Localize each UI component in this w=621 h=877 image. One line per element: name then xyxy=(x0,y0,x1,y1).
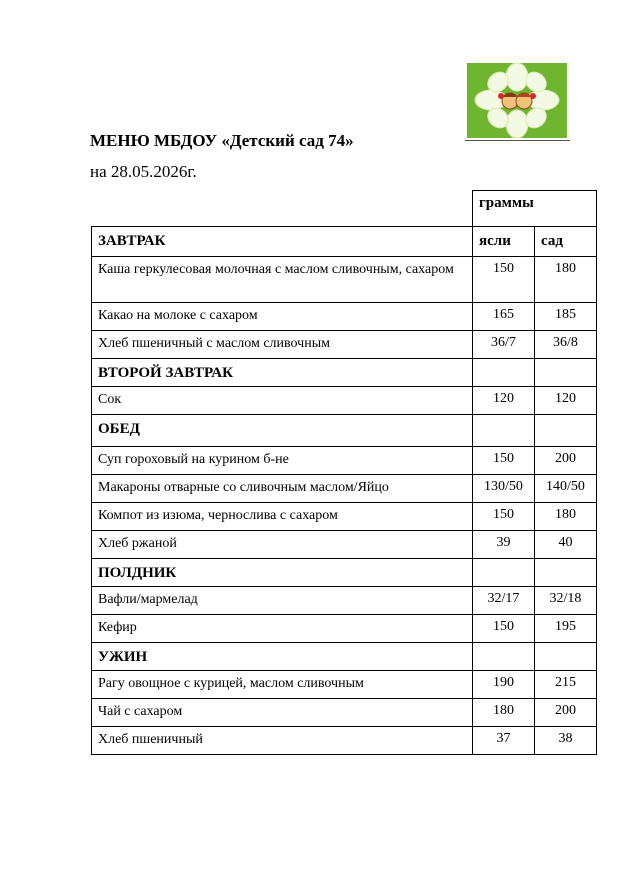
garden-grams: 200 xyxy=(535,699,597,727)
empty-cell xyxy=(92,191,473,227)
dish-name: Хлеб пшеничный xyxy=(92,727,473,755)
garden-grams: 120 xyxy=(535,387,597,415)
section-row-second-breakfast xyxy=(92,359,597,387)
garden-grams: 40 xyxy=(535,531,597,559)
table-row xyxy=(92,387,597,415)
nursery-grams: 150 xyxy=(473,447,535,475)
table-row xyxy=(92,331,597,359)
page-title: МЕНЮ МБДОУ «Детский сад 74» xyxy=(90,131,354,150)
col-header-nursery: ясли xyxy=(473,227,535,257)
logo-underline xyxy=(465,140,570,141)
grams-header-row xyxy=(92,191,597,227)
nursery-grams: 36/7 xyxy=(473,331,535,359)
garden-grams: 32/18 xyxy=(535,587,597,615)
dish-name: Кефир xyxy=(92,615,473,643)
grams-header: граммы xyxy=(473,191,597,227)
section-title: ПОЛДНИК xyxy=(92,559,473,587)
nursery-grams: 165 xyxy=(473,303,535,331)
col-header-garden: сад xyxy=(535,227,597,257)
nursery-grams: 39 xyxy=(473,531,535,559)
garden-grams: 140/50 xyxy=(535,475,597,503)
dish-name: Чай с сахаром xyxy=(92,699,473,727)
table-row xyxy=(92,447,597,475)
section-row-breakfast xyxy=(92,227,597,257)
garden-grams: 180 xyxy=(535,503,597,531)
nursery-grams: 120 xyxy=(473,387,535,415)
dish-name: Каша геркулесовая молочная с маслом сливочным, сахаром xyxy=(92,257,473,303)
nursery-grams: 37 xyxy=(473,727,535,755)
garden-grams: 38 xyxy=(535,727,597,755)
section-title: ВТОРОЙ ЗАВТРАК xyxy=(92,359,473,387)
section-title: ОБЕД xyxy=(92,415,473,447)
dish-name: Вафли/мармелад xyxy=(92,587,473,615)
garden-grams: 36/8 xyxy=(535,331,597,359)
section-title: УЖИН xyxy=(92,643,473,671)
table-row xyxy=(92,531,597,559)
section-row-snack xyxy=(92,559,597,587)
nursery-grams: 180 xyxy=(473,699,535,727)
nursery-grams: 150 xyxy=(473,503,535,531)
table-row xyxy=(92,587,597,615)
kindergarten-logo xyxy=(467,63,567,138)
section-row-lunch xyxy=(92,415,597,447)
table-row xyxy=(92,303,597,331)
dish-name: Компот из изюма, чернослива с сахаром xyxy=(92,503,473,531)
section-title: ЗАВТРАК xyxy=(92,227,473,257)
table-row xyxy=(92,727,597,755)
garden-grams: 200 xyxy=(535,447,597,475)
garden-grams: 215 xyxy=(535,671,597,699)
table-row xyxy=(92,615,597,643)
dish-name: Сок xyxy=(92,387,473,415)
table-row xyxy=(92,503,597,531)
dish-name: Суп гороховый на курином б-не xyxy=(92,447,473,475)
table-row xyxy=(92,671,597,699)
menu-date: на 28.05.2026г. xyxy=(90,162,197,181)
table-row xyxy=(92,699,597,727)
nursery-grams: 190 xyxy=(473,671,535,699)
section-row-dinner xyxy=(92,643,597,671)
nursery-grams: 32/17 xyxy=(473,587,535,615)
table-row xyxy=(92,257,597,303)
table-row xyxy=(92,475,597,503)
garden-grams: 195 xyxy=(535,615,597,643)
dish-name: Хлеб пшеничный с маслом сливочным xyxy=(92,331,473,359)
menu-table xyxy=(91,190,597,755)
nursery-grams: 130/50 xyxy=(473,475,535,503)
dish-name: Макароны отварные со сливочным маслом/Яйцо xyxy=(92,475,473,503)
nursery-grams: 150 xyxy=(473,257,535,303)
nursery-grams: 150 xyxy=(473,615,535,643)
dish-name: Какао на молоке с сахаром xyxy=(92,303,473,331)
dish-name: Рагу овощное с курицей, маслом сливочным xyxy=(92,671,473,699)
garden-grams: 180 xyxy=(535,257,597,303)
garden-grams: 185 xyxy=(535,303,597,331)
dish-name: Хлеб ржаной xyxy=(92,531,473,559)
